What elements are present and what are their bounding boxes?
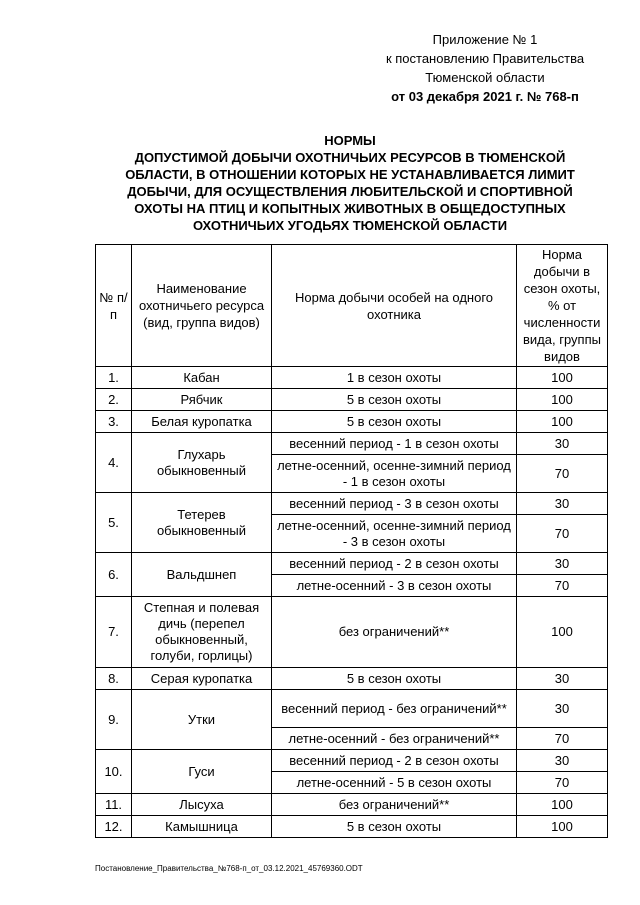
row-norm: 5 в сезон охоты [272,411,517,433]
header-norm: Норма добычи особей на одного охотника [272,245,517,367]
table-row [96,367,608,389]
table-row [96,433,608,455]
row-num: 2. [96,389,132,411]
row-norm: летне-осенний, осенне-зимний период - 1 в сезон охоты [272,455,517,493]
row-name: Серая куропатка [132,668,272,690]
row-percent: 100 [517,411,608,433]
row-percent: 70 [517,575,608,597]
title-line-2: ДОПУСТИМОЙ ДОБЫЧИ ОХОТНИЧЬИХ РЕСУРСОВ В ТЮМЕНСКОЙ [134,150,566,165]
table-row [96,816,608,838]
title-line-3: ОБЛАСТИ, В ОТНОШЕНИИ КОТОРЫХ НЕ УСТАНАВЛИВАЕТСЯ ЛИМИТ [125,167,575,182]
appendix-block [360,30,610,106]
row-norm: весенний период - 3 в сезон охоты [272,493,517,515]
appendix-region: Тюменской области [425,70,545,85]
header-num: № п/п [96,245,132,367]
row-norm: весенний период - 2 в сезон охоты [272,553,517,575]
row-num: 11. [96,794,132,816]
title-line-5: ОХОТЫ НА ПТИЦ И КОПЫТНЫХ ЖИВОТНЫХ В ОБЩЕДОСТУПНЫХ [134,201,566,216]
row-percent: 30 [517,668,608,690]
row-name: Гуси [132,750,272,794]
table-row [96,411,608,433]
title-line-4: ДОБЫЧИ, ДЛЯ ОСУЩЕСТВЛЕНИЯ ЛЮБИТЕЛЬСКОЙ И СПОРТИВНОЙ [127,184,573,199]
appendix-number: Приложение № 1 [432,32,538,47]
row-norm: летне-осенний - без ограничений** [272,728,517,750]
row-percent: 100 [517,367,608,389]
header-name: Наименование охотничьего ресурса (вид, группа видов) [132,245,272,367]
row-percent: 100 [517,794,608,816]
row-name: Белая куропатка [132,411,272,433]
table-header-row [96,245,608,367]
row-num: 6. [96,553,132,597]
row-num: 3. [96,411,132,433]
row-percent: 100 [517,816,608,838]
row-norm: 5 в сезон охоты [272,389,517,411]
row-percent: 30 [517,690,608,728]
row-percent: 70 [517,728,608,750]
row-name: Вальдшнеп [132,553,272,597]
row-name: Камышница [132,816,272,838]
row-percent: 30 [517,553,608,575]
table-row [96,690,608,728]
header-percent: Норма добычи в сезон охоты, % от численности вида, группы видов [517,245,608,367]
table-row [96,597,608,668]
row-num: 1. [96,367,132,389]
row-norm: летне-осенний - 5 в сезон охоты [272,772,517,794]
row-num: 9. [96,690,132,750]
row-name: Лысуха [132,794,272,816]
row-norm: 1 в сезон охоты [272,367,517,389]
document-title [95,132,605,234]
table-row [96,553,608,575]
row-percent: 70 [517,515,608,553]
row-percent: 70 [517,772,608,794]
row-num: 10. [96,750,132,794]
row-norm: 5 в сезон охоты [272,816,517,838]
row-num: 7. [96,597,132,668]
row-num: 5. [96,493,132,553]
row-percent: 100 [517,597,608,668]
row-percent: 30 [517,433,608,455]
row-name: Степная и полевая дичь (перепел обыкновенный, голуби, горлицы) [132,597,272,668]
appendix-reference: к постановлению Правительства [385,51,585,66]
row-name: Кабан [132,367,272,389]
row-norm: летне-осенний, осенне-зимний период - 3 в сезон охоты [272,515,517,553]
title-line-1: НОРМЫ [324,133,376,148]
row-norm: без ограничений** [272,597,517,668]
table-row [96,750,608,772]
row-num: 8. [96,668,132,690]
row-percent: 70 [517,455,608,493]
table-row [96,794,608,816]
row-norm: весенний период - без ограничений** [272,690,517,728]
row-num: 12. [96,816,132,838]
row-norm: весенний период - 2 в сезон охоты [272,750,517,772]
row-norm: весенний период - 1 в сезон охоты [272,433,517,455]
table-row [96,493,608,515]
row-norm: летне-осенний - 3 в сезон охоты [272,575,517,597]
row-name: Утки [132,690,272,750]
row-norm: без ограничений** [272,794,517,816]
row-name: Рябчик [132,389,272,411]
norms-table [95,244,608,838]
row-norm: 5 в сезон охоты [272,668,517,690]
file-footer: Постановление_Правительства_№768-п_от_03.12.2021_45769360.ODT [95,864,363,873]
title-line-6: ОХОТНИЧЬИХ УГОДЬЯХ ТЮМЕНСКОЙ ОБЛАСТИ [192,218,508,233]
row-name: Глухарь обыкновенный [132,433,272,493]
row-percent: 100 [517,389,608,411]
appendix-date: от 03 декабря 2021 г. № 768-п [391,89,579,104]
row-num: 4. [96,433,132,493]
table-row [96,668,608,690]
row-percent: 30 [517,493,608,515]
row-name: Тетерев обыкновенный [132,493,272,553]
row-percent: 30 [517,750,608,772]
table-row [96,389,608,411]
